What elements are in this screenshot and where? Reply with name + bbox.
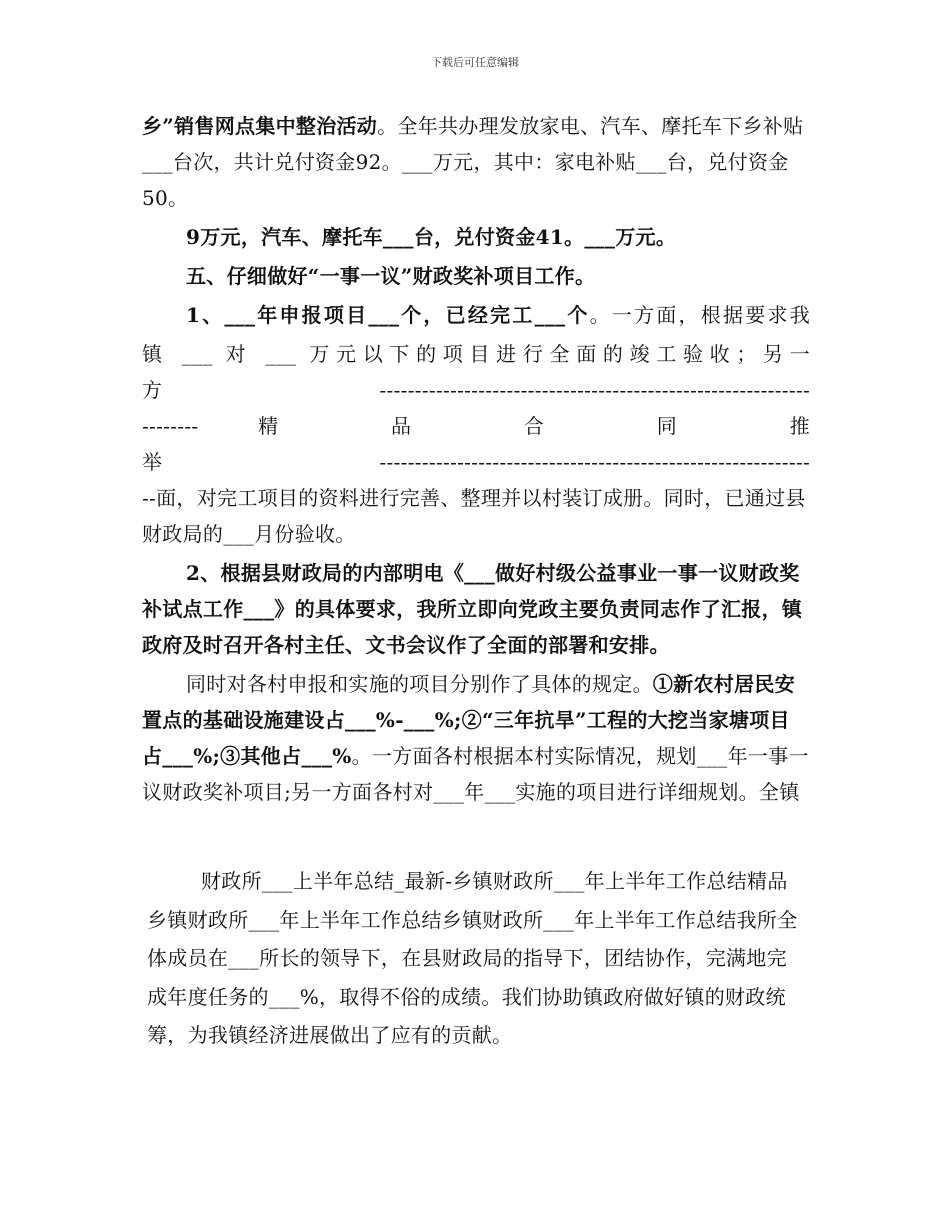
paragraph-subsidy: [142, 108, 810, 216]
paragraph-projects-line2: 镇 ___ 对 ___ 万元以下的项目进行全面的竣工验收；另一: [142, 342, 810, 366]
paragraph-regulations: [142, 666, 810, 810]
paragraph-projects-line1: [142, 297, 810, 333]
paragraph-projects-line4: -------- 精 品 合 同 推: [142, 414, 810, 438]
paragraph-directive: 2、根据县财政局的内部明电《___做好村级公益事业一事一议财政奖补试点工作___》的具体要求，我所立即向党政主要负责同志作了汇报，镇政府及时召开各村主任、文书会议作了全面的部署和安排。: [142, 561, 803, 657]
paragraph-projects-line5: 举 -------------------------------------------------------------: [142, 450, 810, 474]
paragraph-text: 。一方面，根据要求我: [589, 303, 810, 327]
document-body: [142, 108, 810, 813]
paragraph-projects-rest: --面，对完工项目的资料进行完善、整理并以村装订成册。同时，已通过县财政局的___月份验收。: [142, 486, 806, 546]
bold-phrase: ①新农村居民安置点的基础设施建设占___%-___%;②“三年抗旱”工程的大挖当家塘项目占___%;③其他占___%: [142, 672, 796, 768]
paragraph-vehicles: 9万元，汽车、摩托车___台，兑付资金41。___万元。: [186, 225, 677, 249]
bold-phrase: 乡”销售网点集中整治活动: [142, 114, 378, 138]
page-header-note: 下载后可任意编辑: [431, 56, 519, 69]
summary-paragraph: 财政所___上半年总结_最新-乡镇财政所___年上半年工作总结精品乡镇财政所___年上半年工作总结乡镇财政所___年上半年工作总结我所全体成员在___所长的领导下，在县财政局的指导下，团结协作，完满地完成年度任务的___%，取得不俗的成绩。我们协助镇政府做好镇的财政统筹，为我镇经济进展做出了应有的贡献。: [147, 869, 798, 1047]
paragraph-text: 。全年共办理发放家电、汽车、摩托车下乡补贴___台次，共计兑付资金92。___万元，其中：家电补贴___台，兑付资金50。: [142, 114, 804, 210]
paragraph-projects-line3: 方 -------------------------------------------------------------: [142, 378, 810, 402]
bold-phrase: 1、___年申报项目___个，已经完工___个: [186, 303, 590, 327]
paragraph-text: 。一方面各村根据本村实际情况，规划___年一事一议财政奖补项目;另一方面各村对___年___实施的项目进行详细规划。全镇: [142, 744, 809, 804]
section-heading-5: 五、仔细做好“一事一议”财政奖补项目工作。: [186, 264, 596, 288]
paragraph-text: 同时对各村申报和实施的项目分别作了具体的规定。: [186, 672, 653, 696]
